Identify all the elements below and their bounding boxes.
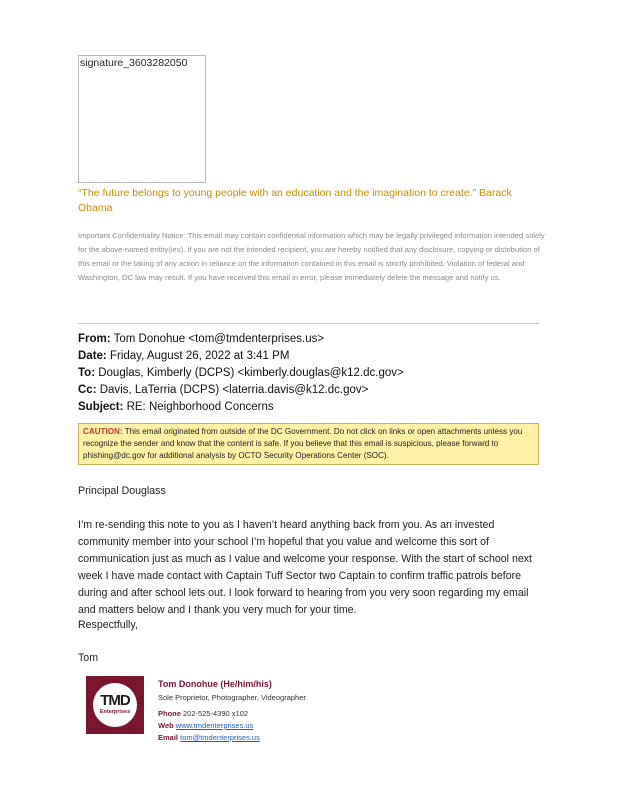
logo-disc — [93, 683, 137, 727]
header-divider — [78, 323, 539, 324]
caution-text: This email originated from outside of the DC Government. Do not click on links or open attachments unless you recognize the sender and know that the content is safe. If you believe that this email is suspicious, please forward to phishing@dc.gov for additional analysis by OCTO Security Operations Center (SOC). — [83, 427, 523, 461]
to-value: Douglas, Kimberly (DCPS) <kimberly.douglas@k12.dc.gov> — [98, 367, 404, 379]
subject-value: RE: Neighborhood Concerns — [126, 401, 274, 413]
header-from — [78, 331, 324, 348]
to-label: To: — [78, 367, 96, 379]
phone-value: 202-525-4390 x102 — [183, 709, 249, 718]
subject-label: Subject: — [78, 401, 124, 413]
header-date — [78, 348, 289, 365]
signature-phone — [158, 709, 248, 718]
from-label: From: — [78, 333, 111, 345]
signoff: Tom — [78, 652, 99, 664]
signature-name: Tom Donohue (He/him/his) — [158, 679, 272, 689]
signature-quote: “The future belongs to young people with an education and the imagination to create.” Barack Obama — [78, 187, 512, 214]
greeting: Principal Douglass — [78, 485, 166, 497]
from-value: Tom Donohue <tom@tmdenterprises.us> — [113, 333, 325, 345]
email-label: Email — [158, 733, 179, 742]
signature-web — [158, 721, 253, 730]
caution-label: CAUTION: — [83, 427, 123, 436]
cc-value: Davis, LaTerria (DCPS) <laterria.davis@k12.dc.gov> — [99, 384, 369, 396]
header-subject — [78, 399, 274, 416]
caution-banner — [78, 423, 539, 465]
signature-image-placeholder — [78, 55, 206, 183]
date-label: Date: — [78, 350, 107, 362]
header-to — [78, 365, 404, 382]
tmd-logo — [86, 676, 144, 734]
signature-email — [158, 733, 260, 742]
confidentiality-notice: Important Confidentiality Notice: This email may contain confidential information which may be legally privileged information intended solely for the above-named entity(ies). If you are not the intended recipient, you are hereby notified that any disclosure, copying or distribution of this email or the taking of any action in reliance on the information contained in this email is strictly prohibited. Violation of federal and Washington, DC law may result. If you have received this email in error, please immediately delete the message and notify us. — [78, 231, 545, 282]
closing: Respectfully, — [78, 619, 138, 631]
signature-placeholder-label: signature_3603282050 — [80, 57, 188, 69]
body-paragraph: I’m re-sending this note to you as I haven’t heard anything back from you. As an invested community member into your school I’m hopeful that you value and welcome this sort of communication just as much as I value and welcome your response. With the start of school next week I have made contact with Captain Tuff Sector two Captain to confirm traffic patrols before during and after school lets out. I look forward to hearing from you very soon regarding my email and matters below and I thank you very much for your time. — [78, 519, 532, 616]
header-cc — [78, 382, 368, 399]
email-link[interactable]: tom@tmdenterprises.us — [180, 733, 260, 742]
signature-title: Sole Proprietor, Photographer, Videographer — [158, 693, 306, 702]
logo-main-text: TMD — [100, 692, 130, 709]
web-label: Web — [158, 721, 174, 730]
web-link[interactable]: www.tmdenterprises.us — [175, 721, 254, 730]
logo-sub-text: Enterprises — [99, 709, 131, 715]
cc-label: Cc: — [78, 384, 97, 396]
date-value: Friday, August 26, 2022 at 3:41 PM — [109, 350, 290, 362]
phone-label: Phone — [158, 709, 181, 718]
